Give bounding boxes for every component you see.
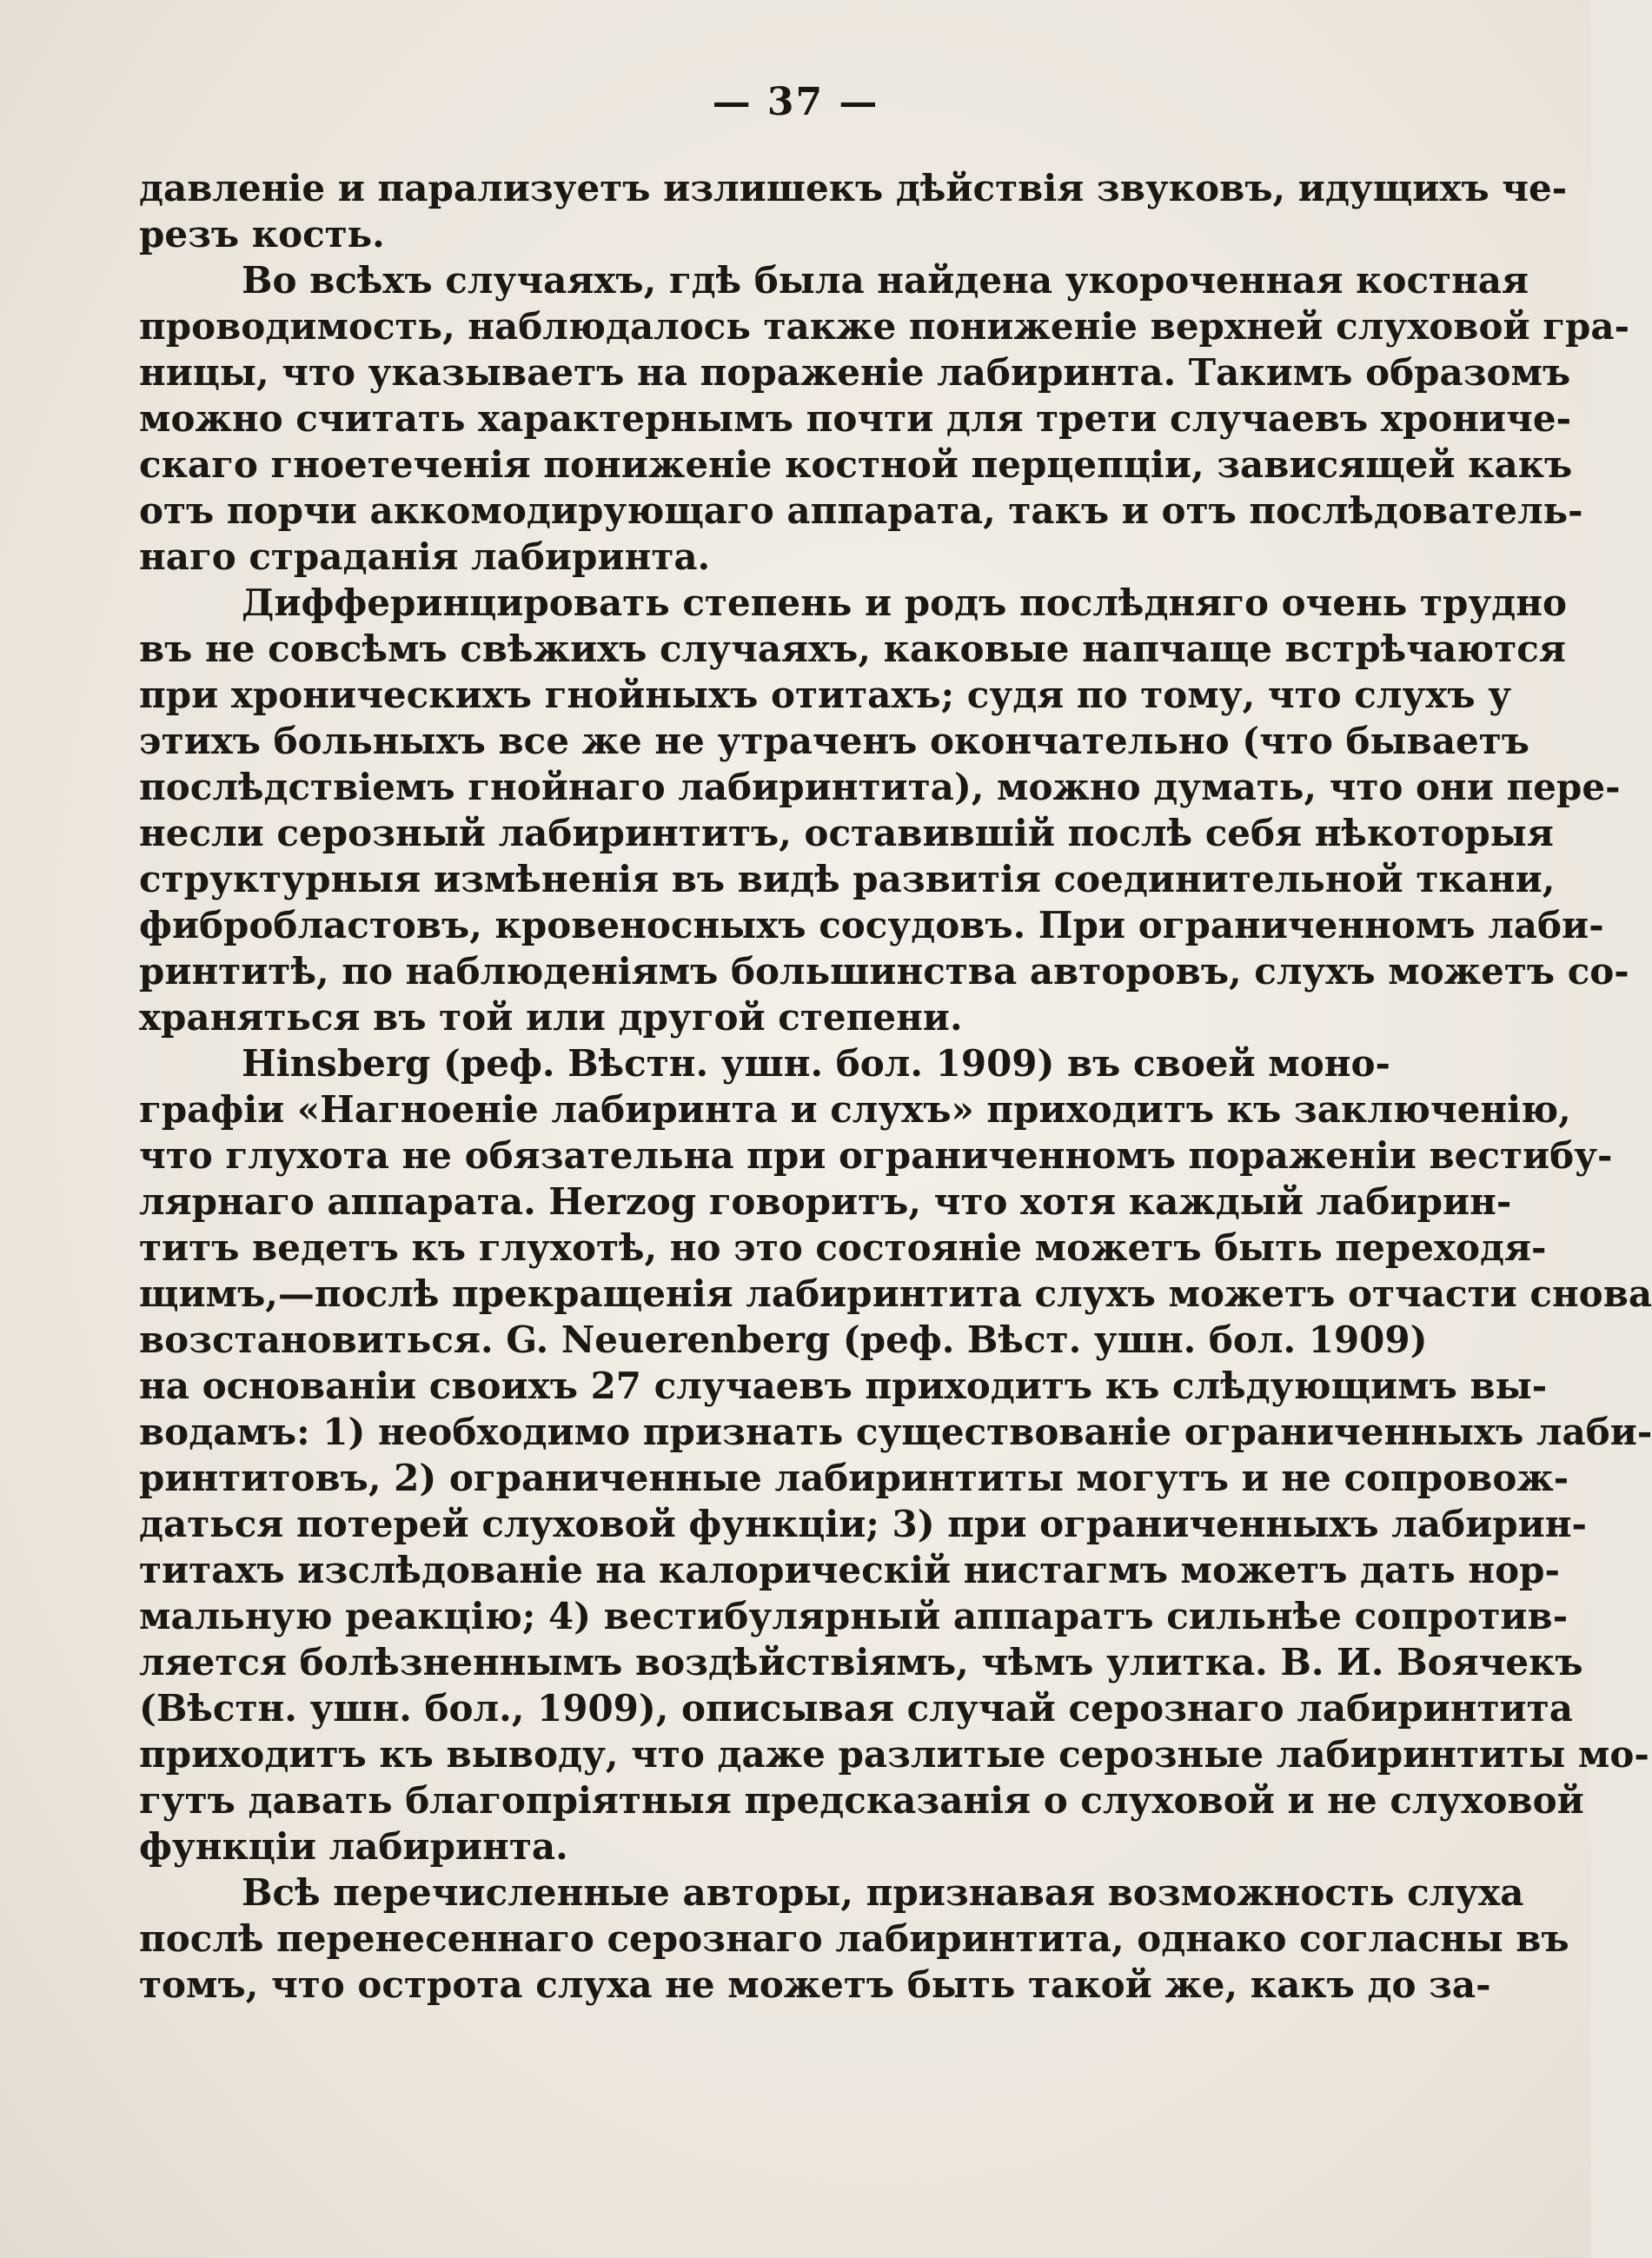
paragraph bbox=[139, 257, 1630, 580]
paragraph bbox=[139, 1040, 1652, 1869]
text-line: отъ порчи аккомодирующаго аппарата, такъ и отъ послѣдователь- bbox=[139, 489, 1583, 532]
text-line: лярнаго аппарата. Herzog говоритъ, что хотя каждый лабирин- bbox=[139, 1180, 1512, 1223]
text-line: Всѣ перечисленные авторы, признавая возможность слуха bbox=[242, 1871, 1524, 1914]
text-line: можно считать характернымъ почти для трети случаевъ хрониче- bbox=[139, 397, 1572, 440]
text-line: водамъ: 1) необходимо признать существованіе ограниченныхъ лаби- bbox=[139, 1411, 1652, 1453]
text-line: при хроническихъ гнойныхъ отитахъ; судя по тому, что слухъ у bbox=[139, 674, 1512, 716]
paragraph bbox=[139, 580, 1629, 1040]
text-line: гутъ давать благопріятныя предсказанія о слуховой и не слуховой bbox=[139, 1779, 1584, 1822]
text-line: ринтитовъ, 2) ограниченные лабиринтиты могутъ и не сопровож- bbox=[139, 1457, 1569, 1499]
text-line: храняться въ той или другой степени. bbox=[139, 996, 963, 1039]
text-line: мальную реакцію; 4) вестибулярный аппаратъ сильнѣе сопротив- bbox=[139, 1595, 1569, 1637]
text-line: Hinsberg (реф. Вѣстн. ушн. бол. 1909) въ своей моно- bbox=[242, 1042, 1390, 1085]
text-line: послѣ перенесеннаго серознаго лабиринтита, однако согласны въ bbox=[139, 1917, 1569, 1960]
text-line: несли серозный лабиринтитъ, оставившій послѣ себя нѣкоторыя bbox=[139, 812, 1554, 854]
text-line: возстановиться. G. Neuerenberg (реф. Вѣст. ушн. бол. 1909) bbox=[139, 1318, 1428, 1361]
text-line: резъ кость. bbox=[139, 213, 385, 256]
text-line: ницы, что указываетъ на пораженіе лабиринта. Такимъ образомъ bbox=[139, 351, 1571, 394]
text-line: титъ ведетъ къ глухотѣ, но это состояніе можетъ быть переходя- bbox=[139, 1226, 1547, 1269]
text-line: въ не совсѣмъ свѣжихъ случаяхъ, каковые напчаще встрѣчаются bbox=[139, 628, 1566, 670]
text-line: послѣдствіемъ гнойнаго лабиринтита), можно думать, что они пере- bbox=[139, 766, 1621, 808]
text-line: что глухота не обязательна при ограниченномъ пораженіи вестибу- bbox=[139, 1134, 1613, 1177]
text-line: этихъ больныхъ все же не утраченъ окончательно (что бываетъ bbox=[139, 720, 1530, 762]
page-number: — 37 — bbox=[712, 80, 879, 124]
text-line: даться потерей слуховой функціи; 3) при ограниченныхъ лабирин- bbox=[139, 1503, 1587, 1545]
paragraph bbox=[139, 165, 1568, 257]
text-line: фибробластовъ, кровеносныхъ сосудовъ. При ограниченномъ лаби- bbox=[139, 904, 1604, 946]
text-line: проводимость, наблюдалось также пониженіе верхней слуховой гра- bbox=[139, 305, 1630, 348]
text-line: титахъ изслѣдованіе на калорическій нистагмъ можетъ дать нор- bbox=[139, 1549, 1560, 1591]
text-line: графіи «Нагноеніе лабиринта и слухъ» приходитъ къ заключенію, bbox=[139, 1088, 1571, 1131]
body-text bbox=[139, 165, 1652, 2008]
text-line: щимъ,—послѣ прекращенія лабиринтита слухъ можетъ отчасти снова bbox=[139, 1272, 1652, 1315]
text-line: ляется болѣзненнымъ воздѣйствіямъ, чѣмъ улитка. В. И. Воячекъ bbox=[139, 1641, 1583, 1684]
text-line: скаго гноетеченія пониженіе костной перцепціи, зависящей какъ bbox=[139, 443, 1573, 486]
text-line: Дифферинцировать степень и родъ послѣдняго очень трудно bbox=[242, 581, 1567, 624]
paragraph bbox=[139, 1869, 1569, 2008]
text-line: наго страданія лабиринта. bbox=[139, 535, 711, 578]
text-line: ринтитѣ, по наблюденіямъ большинства авторовъ, слухъ можетъ со- bbox=[139, 950, 1629, 993]
text-line: приходитъ къ выводу, что даже разлитые серозные лабиринтиты мо- bbox=[139, 1733, 1649, 1776]
text-line: томъ, что острота слуха не можетъ быть такой же, какъ до за- bbox=[139, 1963, 1491, 2006]
text-line: функціи лабиринта. bbox=[139, 1825, 568, 1868]
text-line: давленіе и парализуетъ излишекъ дѣйствія звуковъ, идущихъ че- bbox=[139, 167, 1568, 209]
text-line: на основаніи своихъ 27 случаевъ приходитъ къ слѣдующимъ вы- bbox=[139, 1365, 1548, 1407]
text-line: структурныя измѣненія въ видѣ развитія соединительной ткани, bbox=[139, 858, 1556, 900]
text-line: (Вѣстн. ушн. бол., 1909), описывая случай серознаго лабиринтита bbox=[139, 1687, 1573, 1730]
text-line: Во всѣхъ случаяхъ, гдѣ была найдена укороченная костная bbox=[242, 259, 1529, 302]
